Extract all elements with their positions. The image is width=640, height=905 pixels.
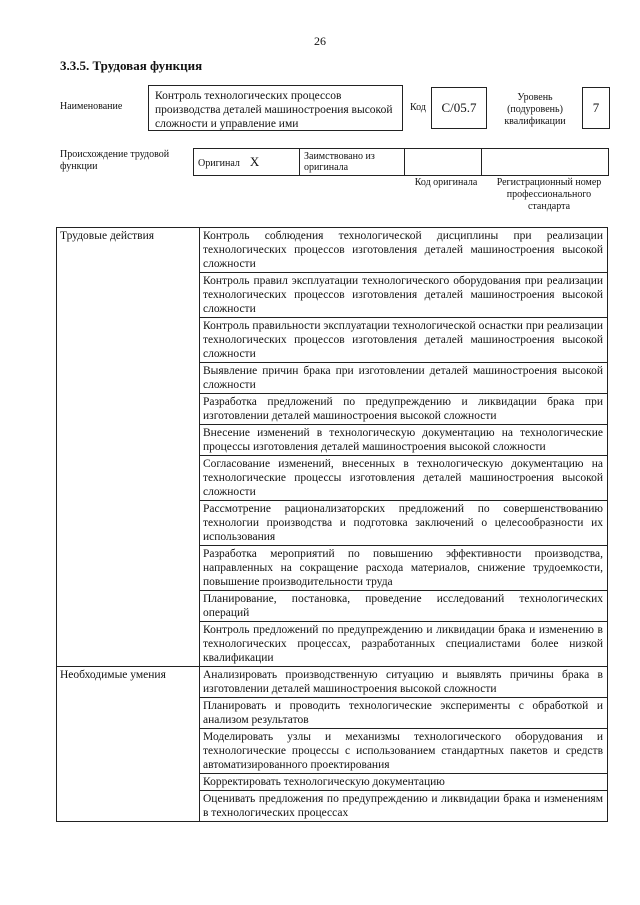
page-number: 26 <box>314 34 326 48</box>
list-item: Планирование, постановка, проведение исследований технологических операций <box>200 591 608 622</box>
table-row <box>57 228 608 273</box>
list-item: Планировать и проводить технологические эксперименты с обработкой и анализом результатов <box>200 698 608 729</box>
borrowed-cell: Заимствовано из оригинала <box>300 149 405 176</box>
list-item: Корректировать технологическую документацию <box>200 774 608 791</box>
qualification-level-box: 7 <box>582 87 610 129</box>
original-cell <box>194 149 300 176</box>
table-row <box>57 667 608 698</box>
section-heading: Необходимые умения <box>57 667 200 822</box>
section-heading: Трудовые действия <box>57 228 200 667</box>
list-item: Рассмотрение рационализаторских предложений по совершенствованию технологии производства и подготовка заключений о целесообразности их использования <box>200 501 608 546</box>
list-item: Выявление причин брака при изготовлении деталей машиностроения высокой сложности <box>200 363 608 394</box>
original-code-cell <box>405 149 482 176</box>
list-item: Контроль правильности эксплуатации технологической оснастки при реализации технологических процессов изготовления деталей машиностроения высокой сложности <box>200 318 608 363</box>
list-item: Разработка предложений по предупреждению и ликвидации брака при изготовлении деталей машиностроения высокой сложности <box>200 394 608 425</box>
list-item: Разработка мероприятий по повышению эффективности производства, направленных на сокращение расхода материалов, снижение трудоемкости, повышение производительности труда <box>200 546 608 591</box>
name-label: Наименование <box>60 101 123 112</box>
list-item: Контроль правил эксплуатации технологического оборудования при реализации технологических процессов изготовления деталей машиностроения высокой сложности <box>200 273 608 318</box>
function-code-box: С/05.7 <box>431 87 487 129</box>
list-item: Оценивать предложения по предупреждению и ликвидации брака и изменениям в технологических процессах <box>200 791 608 822</box>
code-label: Код <box>410 102 426 113</box>
origin-label: Происхождение трудовой функции <box>60 149 170 172</box>
reg-number-cell <box>482 149 609 176</box>
reg-number-label: Регистрационный номер профессионального стандарта <box>496 177 602 212</box>
list-item: Моделировать узлы и механизмы технологического оборудования и технологические процессы с использованием стандартных пакетов и средств автоматизированного проектирования <box>200 729 608 774</box>
original-label: Оригинал <box>198 157 240 169</box>
function-name-box: Контроль технологических процессов производства деталей машиностроения высокой сложности и управление ими <box>148 85 403 131</box>
labor-function-table <box>56 227 608 822</box>
list-item: Анализировать производственную ситуацию и выявлять причины брака в изготовлении деталей машиностроения высокой сложности <box>200 667 608 698</box>
section-title: 3.3.5. Трудовая функция <box>60 58 203 73</box>
original-mark: X <box>249 153 260 169</box>
list-item: Внесение изменений в технологическую документацию на технологические процессы изготовления деталей машиностроения высокой сложности <box>200 425 608 456</box>
list-item: Согласование изменений, внесенных в технологическую документацию на технологические процессы изготовления деталей машиностроения высокой сложности <box>200 456 608 501</box>
code-original-label: Код оригинала <box>414 177 478 188</box>
qualification-level-label: Уровень (подуровень) квалификации <box>504 92 566 127</box>
list-item: Контроль соблюдения технологической дисциплины при реализации технологических процессов изготовления деталей машиностроения высокой сложности <box>200 228 608 273</box>
list-item: Контроль предложений по предупреждению и ликвидации брака и изменению в технологических процессах, разработанных специалистами более низкой квалификации <box>200 622 608 667</box>
origin-table <box>193 148 609 176</box>
